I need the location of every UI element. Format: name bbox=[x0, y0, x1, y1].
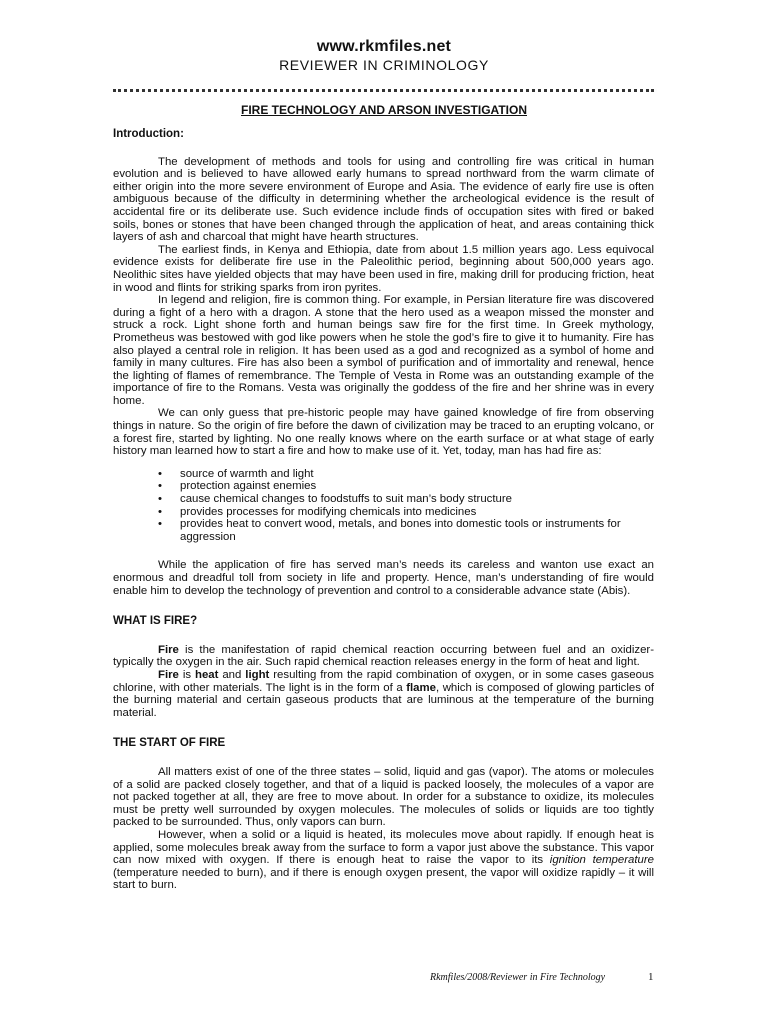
bold-term: Fire bbox=[158, 668, 179, 681]
section-heading-start-of-fire: THE START OF FIRE bbox=[113, 737, 226, 750]
list-item: • provides heat to convert wood, metals, and bones into domestic tools or instruments for aggression bbox=[113, 518, 654, 543]
page-number: 1 bbox=[648, 971, 654, 983]
document-subtitle: REVIEWER IN CRIMINOLOGY bbox=[279, 57, 489, 73]
list-item: • provides processes for modifying chemicals into medicines bbox=[113, 506, 654, 519]
paragraph: Fire is the manifestation of rapid chemical reaction occurring between fuel and an oxidizer- typically the oxygen in the air. Such rapid chemical reaction releases energy in the form of heat and light. bbox=[113, 643, 654, 669]
italic-term: ignition temperature bbox=[549, 854, 654, 867]
document-title: FIRE TECHNOLOGY AND ARSON INVESTIGATION bbox=[240, 103, 527, 117]
list-item: • cause chemical changes to foodstuffs to suit man’s body structure bbox=[113, 493, 654, 506]
uses-of-fire-list bbox=[113, 468, 654, 544]
paragraph: In legend and religion, fire is common thing. For example, in Persian literature fire was discovered during a fight of a hero with a dragon. A stone that the hero used as a weapon missed the monster and struck a rock. Light shone forth and human beings saw fire for the first time. In Greek mythology, Prometheus was bestowed with god like powers when he stole the god’s fire to give it to humanity. Fire has also played a central role in religion. It has been used as a god and recognized as a symbol of home and family in many cultures. Fire has also been a symbol of purification and of immortality and renewal, hence the lighting of flames of remembrance. The Temple of Vesta in Rome was an outstanding example of the importance of fire to the Romans. Vesta was originally the goddess of the fire and her shrine was in every home. bbox=[113, 294, 654, 407]
list-item: • source of warmth and light bbox=[113, 468, 654, 481]
list-item: • protection against enemies bbox=[113, 480, 654, 493]
bold-term: Fire bbox=[158, 643, 179, 656]
site-url: www.rkmfiles.net bbox=[316, 38, 452, 55]
paragraph: However, when a solid or a liquid is heated, its molecules move about rapidly. If enough heat is applied, some molecules break away from the surface to form a vapor just above the substance. This vapor can now mixed with oxygen. If there is enough heat to raise the vapor to its ignition temperature (temperature needed to burn), and if there is enough oxygen present, the vapor will oxidize rapidly – it will start to burn. bbox=[113, 828, 654, 892]
dotted-divider bbox=[113, 89, 654, 92]
document-body bbox=[113, 128, 654, 892]
section-heading-introduction: Introduction: bbox=[113, 128, 184, 140]
bold-term: flame bbox=[406, 681, 436, 694]
paragraph: While the application of fire has served man’s needs its careless and wanton use exact an enormous and dreadful toll from society in life and property. Hence, man’s understanding of fire would enable him to develop the technology of prevention and control to a considerable advance state (Abis). bbox=[113, 559, 654, 597]
bold-term: heat bbox=[194, 668, 219, 681]
page-footer: Rkmfiles/2008/Reviewer in Fire Technology bbox=[430, 972, 606, 983]
paragraph: The earliest finds, in Kenya and Ethiopia, date from about 1.5 million years ago. Less equivocal evidence exists for deliberate fire use in the Paleolithic period, beginning about 500,000 years ago. Neolithic sites have yielded objects that may have been used in fire, making drill for producing friction, heat in wood and flints for striking sparks from iron pyrites. bbox=[113, 243, 654, 294]
paragraph: The development of methods and tools for using and controlling fire was critical in human evolution and is believed to have allowed early humans to spread northward from the warm climate of either origin into the more severe environment of Europe and Asia. The evidence of early fire use is often ambiguous because of the difficulty in determining whether the archeological evidence is the result of accidental fire or its deliberate use. Such evidence include finds of occupation sites with fired or baked soils, bones or stones that have been changed through the application of heat, and areas containing thick layers of ash and charcoal that might have hearth structures. bbox=[113, 155, 654, 244]
paragraph: Fire is heat and light resulting from the rapid combination of oxygen, or in some cases gaseous chlorine, with other materials. The light is in the form of a flame, which is composed of glowing particles of the burning material and certain gaseous products that are luminous at the temperature of the burning material. bbox=[113, 668, 655, 719]
section-heading-what-is-fire: WHAT IS FIRE? bbox=[113, 615, 198, 628]
paragraph: All matters exist of one of the three states – solid, liquid and gas (vapor). The atoms or molecules of a solid are packed closely together, and that of a liquid is packed loosely, the molecules of a vapor are not packed together at all, they are free to move about. In order for a substance to oxidize, its molecules must be pretty well surrounded by oxygen molecules. The molecules of solids or liquids are too tightly packed to be surrounded. Thus, only vapors can burn. bbox=[113, 765, 654, 829]
paragraph: We can only guess that pre-historic people may have gained knowledge of fire from observing things in nature. So the origin of fire before the dawn of civilization may be traced to an erupting volcano, or a forest fire, started by lighting. No one really knows where on the earth surface or at what stage of early history man learned how to start a fire and how to make use of it. Yet, today, man has had fire as: bbox=[113, 407, 654, 458]
bold-term: light bbox=[245, 668, 270, 681]
